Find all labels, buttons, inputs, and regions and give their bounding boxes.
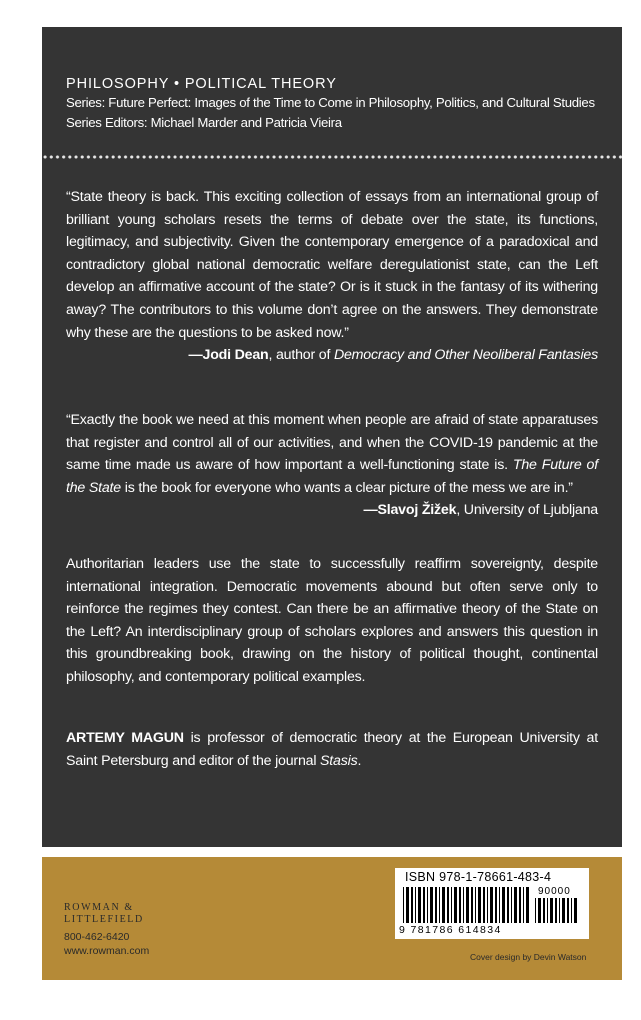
barcode-bar — [427, 887, 428, 923]
barcode-box — [395, 868, 589, 939]
author-bio-end: . — [357, 752, 362, 769]
author-name: ARTEMY MAGUN — [66, 730, 184, 746]
barcode-bar — [406, 887, 409, 923]
isbn-label: ISBN 978-1-78661-483-4 — [405, 870, 552, 884]
barcode-bar — [547, 898, 548, 923]
barcode-bar — [435, 887, 437, 923]
barcode-bar — [451, 887, 452, 923]
barcode-bar — [418, 887, 421, 923]
category-label: PHILOSOPHY • POLITICAL THEORY — [66, 76, 337, 92]
barcode-bar — [538, 898, 541, 923]
publisher-block — [64, 902, 184, 958]
barcode-bar — [454, 887, 457, 923]
barcode-addon-bars — [535, 898, 579, 923]
barcode-bar — [487, 887, 488, 923]
barcode-bar — [478, 887, 481, 923]
barcode-bar — [459, 887, 461, 923]
attribution-name: Slavoj Žižek — [377, 502, 457, 519]
barcode-bar — [526, 887, 529, 923]
barcode-bar — [507, 887, 509, 923]
barcode-bar — [523, 887, 524, 923]
attribution-dash: — — [363, 502, 378, 519]
barcode-bar — [442, 887, 445, 923]
barcode-bar — [562, 898, 565, 923]
barcode-bar — [514, 887, 517, 923]
blurb-attribution — [66, 344, 598, 367]
dotted-divider — [42, 155, 622, 159]
barcode-bar — [571, 898, 572, 923]
barcode-bar — [543, 898, 545, 923]
back-cover-panel — [42, 27, 622, 847]
barcode-bar — [559, 898, 560, 923]
publisher-logo: ROWMAN & LITTLEFIELD — [64, 902, 144, 925]
barcode-bar — [403, 887, 404, 923]
author-bio — [66, 727, 598, 772]
quote-book-title: The Future of the State — [66, 457, 598, 496]
barcode-bar — [495, 887, 497, 923]
barcode-bar — [475, 887, 476, 923]
publisher-website: www.rowman.com — [64, 945, 150, 957]
barcode-bar — [466, 887, 469, 923]
cover-design-credit: Cover design by Devin Watson — [470, 952, 587, 962]
journal-title: Stasis — [320, 752, 358, 769]
header — [66, 75, 602, 133]
blurb-slavoj-zizek — [66, 409, 598, 522]
attribution-dash: — — [188, 347, 203, 364]
price-code: 90000 — [538, 886, 571, 897]
series-editors: Series Editors: Michael Marder and Patricia Vieira — [66, 115, 342, 130]
barcode-bar — [471, 887, 473, 923]
series-line: Series: Future Perfect: Images of the Time to Come in Philosophy, Politics, and Cultural Studies — [66, 95, 595, 110]
attribution-role: , author of — [268, 347, 334, 364]
barcode-bar — [411, 887, 413, 923]
barcode-bar — [423, 887, 425, 923]
barcode-bar — [567, 898, 569, 923]
barcode-bar — [519, 887, 521, 923]
blurb-jodi-dean — [66, 186, 598, 367]
blurb-attribution — [66, 499, 598, 522]
barcode-bar — [483, 887, 485, 923]
barcode-bar — [463, 887, 464, 923]
blurb-quote: “State theory is back. This exciting collection of essays from an international group of brilliant young scholars resets the terms of debate over the state, its functions, legitimacy, and subjectivity. Given the contemporary emergence of a paradoxical and contradictory global national democratic welfare deregulationist state, can the Left develop an affirmative account of the state? Or is it stuck in the fantasy of its withering away? The contributors to this volume don’t agree on the answers. They demonstrate why these are the questions to be asked now.” — [66, 189, 598, 341]
quote-end: is the book for everyone who wants a clear picture of the mess we are in.” — [121, 479, 573, 496]
barcode-bars — [403, 887, 530, 923]
book-description: Authoritarian leaders use the state to successfully reaffirm sovereignty, despite international integration. Democratic movements abound but often serve only to reinforce the regimes they contest. Can there be an affirmative theory of the State on the Left? An interdisciplinary group of scholars explores and answers this question in this groundbreaking book, drawing on the history of political thought, continental philosophy, and contemporary political examples. — [66, 556, 598, 685]
attribution-role: , University of Ljubljana — [456, 502, 598, 519]
barcode-bar — [502, 887, 505, 923]
barcode-bar — [535, 898, 536, 923]
barcode-bar — [415, 887, 416, 923]
barcode-bar — [550, 898, 553, 923]
barcode-digits: 9 781786 614834 — [399, 924, 502, 936]
quote-start: “Exactly the book we need at this moment when people are afraid of state apparatuses that register and control all of our activities, and when the COVID-19 pandemic at the same time made us aware of how important a well-functioning state is. — [66, 412, 598, 474]
publisher-phone: 800-462-6420 — [64, 931, 130, 943]
blurb-quote — [66, 409, 598, 499]
barcode-bar — [490, 887, 493, 923]
barcode-bar — [555, 898, 557, 923]
barcode-bar — [439, 887, 440, 923]
attribution-name: Jodi Dean — [202, 347, 269, 364]
barcode-bar — [447, 887, 449, 923]
barcode-bar — [430, 887, 433, 923]
attribution-book: Democracy and Other Neoliberal Fantasies — [333, 347, 598, 364]
publisher-band — [42, 857, 622, 980]
barcode-bar — [574, 898, 577, 923]
barcode-bar — [511, 887, 512, 923]
author-bio-text: is professor of democratic theory at the European University at Saint Petersburg and editor of the journal — [66, 730, 598, 769]
barcode-bar — [499, 887, 500, 923]
